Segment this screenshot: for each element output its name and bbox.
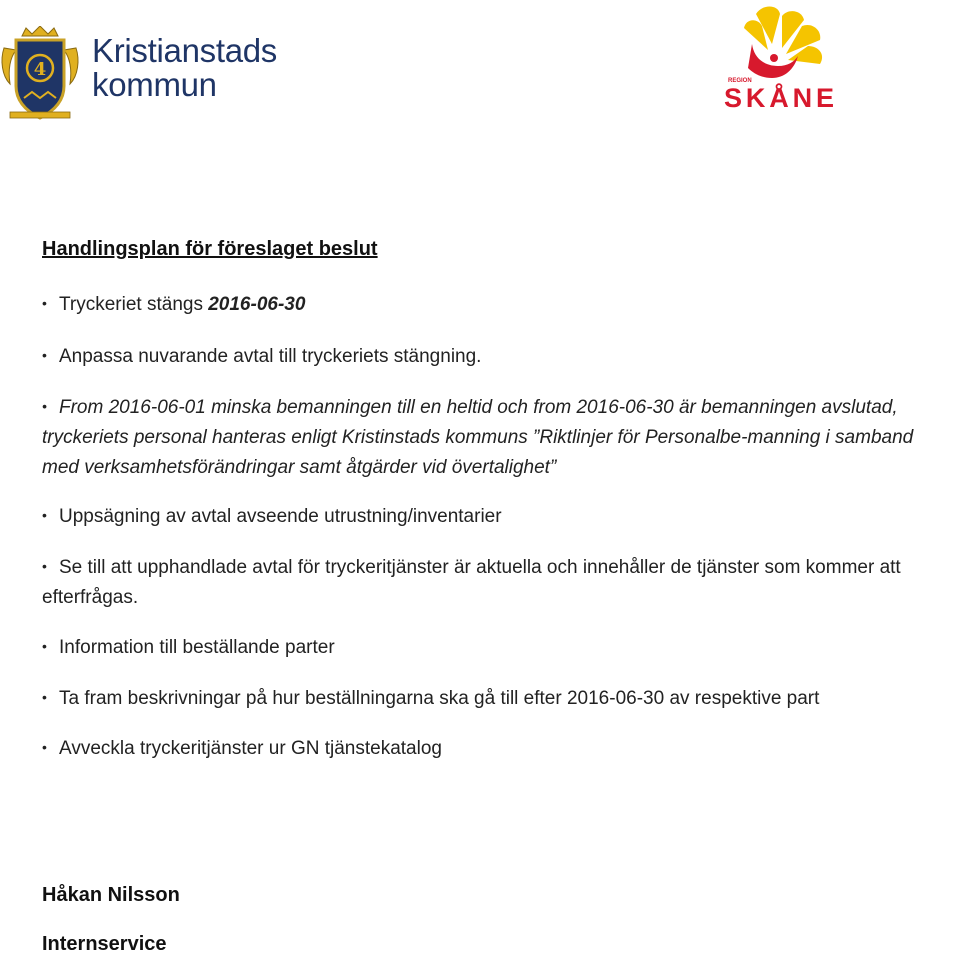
list-item-text: Se till att upphandlade avtal för tryckeritjänster är aktuella och innehåller de tjänster som kommer att efterfrågas.	[42, 557, 901, 608]
list-item-text: Tryckeriet stängs	[59, 294, 209, 315]
kristianstad-logo-text	[92, 34, 277, 102]
list-item	[42, 631, 947, 663]
region-skane-logo	[722, 4, 838, 112]
bullet-icon: •	[42, 295, 47, 311]
list-item	[42, 288, 947, 320]
skane-name-text: SKÅNE	[724, 83, 834, 112]
bullet-icon: •	[42, 347, 47, 363]
bullet-icon: •	[42, 398, 47, 414]
list-item	[42, 500, 947, 532]
signature-name: Håkan Nilsson	[42, 884, 180, 906]
list-item-text: Uppsägning av avtal avseende utrustning/inventarier	[59, 506, 502, 527]
bullet-icon: •	[42, 507, 47, 523]
kristianstad-crest-icon	[0, 26, 80, 121]
bullet-icon: •	[42, 739, 47, 755]
signature-department: Internservice	[42, 933, 167, 955]
bullet-icon: •	[42, 558, 47, 574]
list-item-text: Avveckla tryckeritjänster ur GN tjänstekatalog	[59, 738, 442, 759]
bullet-icon: •	[42, 689, 47, 705]
kristianstad-logo	[0, 26, 300, 121]
bullet-icon: •	[42, 638, 47, 654]
document-heading: Handlingsplan för föreslaget beslut	[42, 238, 378, 260]
list-item	[42, 391, 947, 483]
list-item-text: Anpassa nuvarande avtal till tryckeriets stängning.	[59, 346, 482, 367]
logo-line-1: Kristianstads	[92, 32, 278, 69]
list-item	[42, 732, 947, 764]
list-item-date: 2016-06-30	[208, 294, 306, 315]
logo-line-2: kommun	[92, 66, 217, 103]
svg-text:4: 4	[33, 59, 47, 80]
list-item-text: Information till beställande parter	[59, 637, 335, 658]
list-item-text: From 2016-06-01 minska bemanningen till en heltid och from 2016-06-30 är bemanningen avslutad, tryckeriets personal hanteras enligt Kristinstads kommuns ”Riktlinjer för Personalbe-manning i samband med verksamhetsförändringar samt åtgärder vid övertalighet”	[42, 397, 914, 478]
list-item	[42, 682, 947, 714]
list-item	[42, 340, 947, 372]
skane-region-text: REGION	[728, 78, 752, 84]
list-item-text: Ta fram beskrivningar på hur beställningarna ska gå till efter 2016-06-30 av respektive part	[59, 688, 820, 709]
list-item	[42, 551, 947, 613]
